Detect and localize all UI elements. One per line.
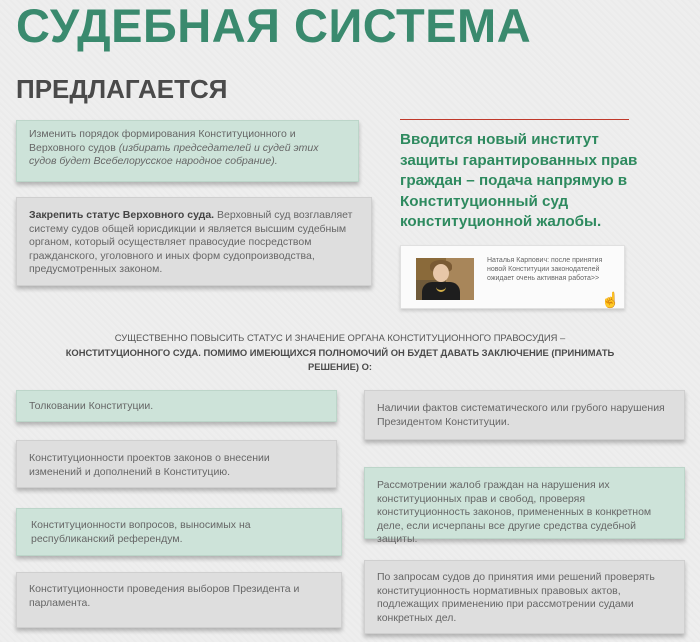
power-item [364, 390, 685, 440]
power-item-text: Толковании Конституции. [29, 400, 154, 412]
power-item [16, 440, 337, 488]
proposal-text: Верховный суд возглавляет систему судов общей юрисдикции и является высшим судебным органом, который осуществляет правосудие посредством гражданского, уголовного и иных форм судопроизводства, предусмотренных законом. [29, 209, 353, 275]
intro-line-rest: КОНСТИТУЦИОННОГО СУДА. ПОМИМО ИМЕЮЩИХСЯ ПОЛНОМОЧИЙ ОН БУДЕТ ДАВАТЬ ЗАКЛЮЧЕНИЕ (ПРИНИМАТЬ РЕШЕНИЕ) О: [65, 346, 615, 372]
power-item [364, 560, 685, 634]
intro-line-1: СУЩЕСТВЕННО ПОВЫСИТЬ СТАТУС И ЗНАЧЕНИЕ ОРГАНА КОНСТИТУЦИОННОГО ПРАВОСУДИЯ – [114, 332, 566, 343]
court-powers-intro [60, 331, 620, 375]
proposal-text: Изменить порядок формирования Конституционного и Верховного судов [29, 128, 296, 154]
power-item [16, 572, 342, 628]
power-item [16, 390, 337, 422]
proposal-box-formation [16, 120, 359, 182]
page-title: СУДЕБНАЯ СИСТЕМА [16, 0, 532, 52]
highlight-statement: Вводится новый институт защиты гарантированных прав граждан – подача напрямую в Конституционный суд конституционной жалобы. [400, 131, 638, 230]
pointing-hand-icon: ☝ [601, 292, 620, 309]
related-article-card[interactable] [400, 245, 625, 309]
power-item-text: Наличии фактов систематического или грубого нарушения Президентом Конституции. [377, 402, 665, 428]
section-subtitle: ПРЕДЛАГАЕТСЯ [16, 74, 228, 104]
power-item-text: По запросам судов до принятия ими решений проверять конституционность нормативных правовых актов, подлежащих применению при рассмотрении судами конкретных дел. [377, 571, 655, 624]
power-item [364, 467, 685, 545]
power-item-text: Конституционности проектов законов о внесении изменений и дополнений в Конституцию. [29, 452, 270, 478]
power-item [16, 508, 342, 556]
accent-divider [400, 119, 629, 120]
article-link-caption[interactable]: Наталья Карпович: после принятия новой Конституции законодателей ожидает очень активная работа>> [487, 257, 603, 282]
power-item-text: Конституционности вопросов, выносимых на республиканский референдум. [31, 519, 251, 545]
power-item-text: Конституционности проведения выборов Президента и парламента. [29, 583, 300, 609]
power-item-text: Рассмотрении жалоб граждан на нарушения их конституционных прав и свобод, проверяя конституционность законов, примененных в конкретном деле, если исчерпаны все другие средства судебной защиты. [377, 479, 652, 545]
proposal-bold-lead: Закрепить статус Верховного суда. [29, 209, 215, 221]
proposal-italic-note: (избирать председателей и судей этих судов будет Всебелорусское народное собрание). [29, 141, 319, 167]
article-thumbnail[interactable] [416, 258, 474, 300]
proposal-box-supreme-court [16, 197, 372, 286]
